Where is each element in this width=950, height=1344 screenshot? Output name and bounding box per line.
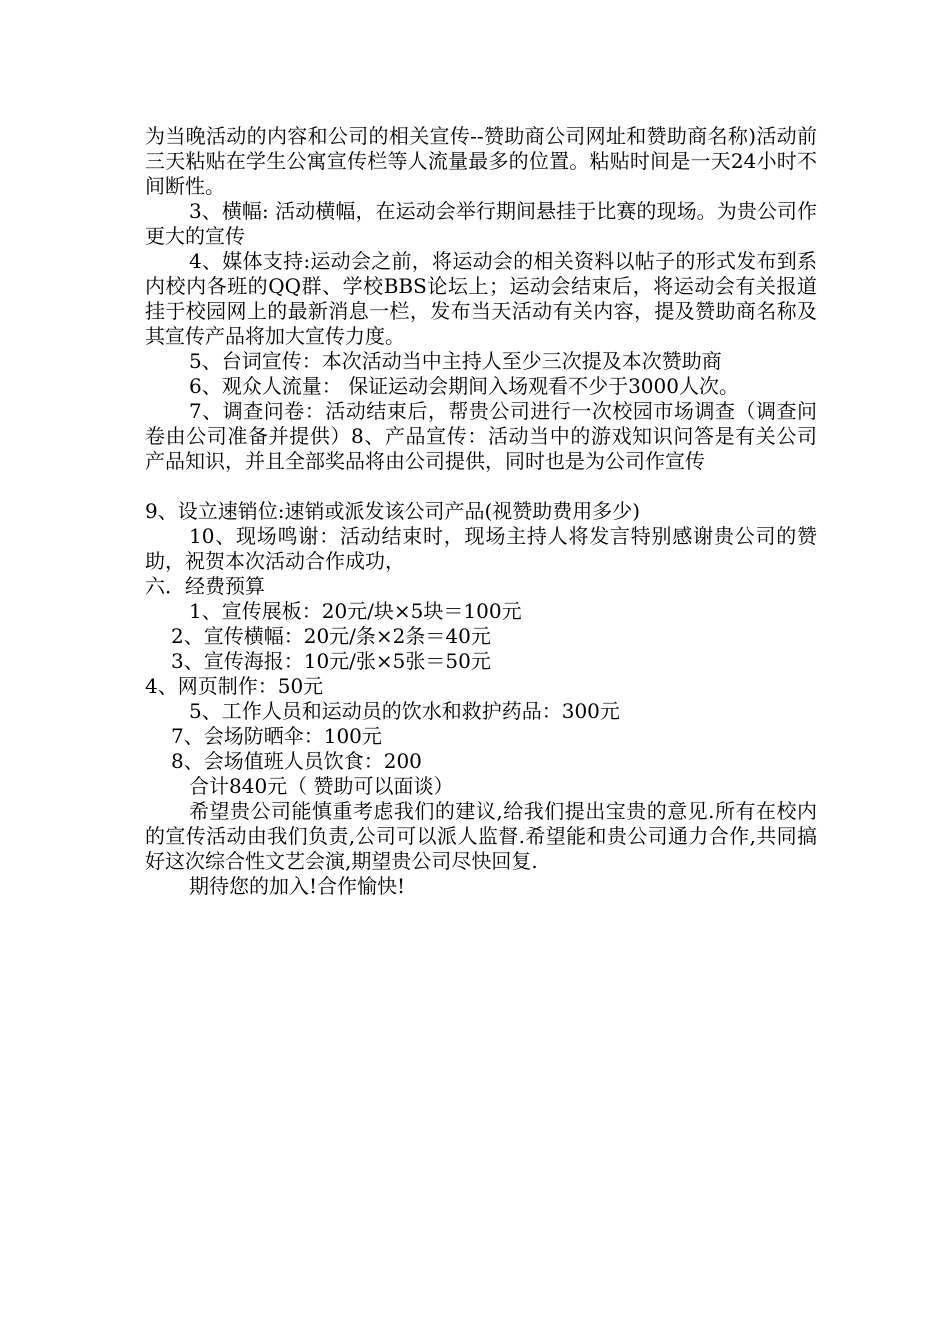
paragraph-media-support: 4、媒体支持:运动会之前，将运动会的相关资料以帖子的形式发布到系内校内各班的QQ群、学校BBS论坛上；运动会结束后，将运动会有关报道挂于校园网上的最新消息一栏，发布当天活动有关内容，提及赞助商名称及其宣传产品将加大宣传力度。	[145, 249, 817, 348]
paragraph-poster-continuation: 为当晚活动的内容和公司的相关宣传--赞助商公司网址和赞助商名称)活动前三天粘贴在学生公寓宣传栏等人流量最多的位置。粘贴时间是一天24小时不间断性。	[145, 124, 817, 198]
paragraph-script-promotion: 5、台词宣传：本次活动当中主持人至少三次提及本次赞助商	[189, 349, 722, 373]
budget-item-banner: 2、宣传横幅：20元/条×2条＝40元	[171, 624, 491, 648]
budget-total: 合计840元（ 赞助可以面谈）	[189, 774, 454, 798]
budget-item-staff-meals: 8、会场值班人员饮食：200	[171, 749, 422, 773]
paragraph-closing-request: 希望贵公司能慎重考虑我们的建议,给我们提出宝贵的意见.所有在校内的宣传活动由我们负责,公司可以派人监督.希望能和贵公司通力合作,共同搞好这次综合性文艺会演,期望贵公司尽快回复.	[145, 799, 817, 873]
paragraph-survey-product: 7、调查问卷：活动结束后，帮贵公司进行一次校园市场调查（调查问卷由公司准备并提供）8、产品宣传：活动当中的游戏知识问答是有关公司产品知识，并且全部奖品将由公司提供，同时也是为公司作宣传	[145, 399, 817, 473]
budget-item-water-medicine: 5、工作人员和运动员的饮水和救护药品：300元	[189, 699, 620, 723]
paragraph-audience-flow: 6、观众人流量： 保证运动会期间入场观看不少于3000人次。	[189, 374, 739, 398]
budget-item-display-board: 1、宣传展板：20元/块×5块＝100元	[189, 599, 522, 623]
blank-line	[145, 474, 817, 499]
paragraph-acknowledgement: 10、现场鸣谢：活动结束时，现场主持人将发言特别感谢贵公司的赞助，祝贺本次活动合作成功，	[145, 524, 817, 573]
budget-item-webpage: 4、网页制作：50元	[145, 674, 324, 698]
paragraph-banner: 3、横幅: 活动横幅，在运动会举行期间悬挂于比赛的现场。为贵公司作更大的宣传	[145, 199, 817, 248]
budget-item-poster: 3、宣传海报：10元/张×5张＝50元	[171, 649, 491, 673]
paragraph-closing-wish: 期待您的加入!合作愉快!	[189, 874, 406, 898]
paragraph-sales-booth: 9、设立速销位:速销或派发该公司产品(视赞助费用多少)	[145, 499, 641, 523]
budget-item-umbrella: 7、会场防晒伞：100元	[171, 724, 382, 748]
document-body	[145, 124, 817, 899]
section-heading-budget: 六．经费预算	[145, 574, 265, 598]
